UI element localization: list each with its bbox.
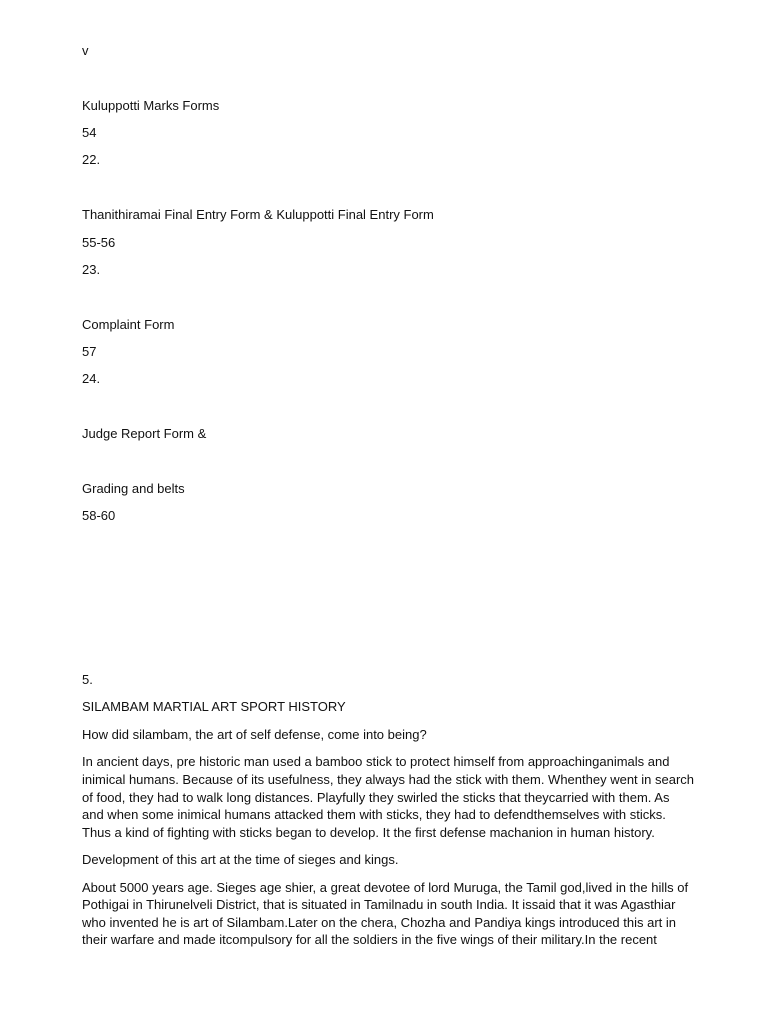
paragraph-line: In ancient days, pre historic man used a bamboo stick to protect himself from approachinganimals and: [82, 754, 670, 769]
toc-entry-number: 23.: [82, 262, 101, 277]
toc-entry-number: 22.: [82, 152, 101, 167]
toc-entry-page: 58-60: [82, 508, 116, 523]
chapter-title: SILAMBAM MARTIAL ART SPORT HISTORY: [82, 699, 346, 714]
paragraph-line: their warfare and made itcompulsory for all the soldiers in the five wings of their military.In the recent: [82, 932, 657, 947]
toc-entry-title: Complaint Form: [82, 317, 175, 332]
paragraph-line: About 5000 years age. Sieges age shier, a great devotee of lord Muruga, the Tamil god,lived in the hills of: [82, 880, 689, 895]
paragraph-line: and when some inimical humans attacked them with sticks, they had to defendthemselves with sticks.: [82, 807, 666, 822]
toc-entry-page: 55-56: [82, 235, 116, 250]
section-question: How did silambam, the art of self defense, come into being?: [82, 727, 427, 742]
toc-entry-page: 57: [82, 344, 97, 359]
toc-marker: v: [82, 43, 89, 58]
toc-entry-title-continued: Grading and belts: [82, 481, 185, 496]
paragraph-line: Pothigai in Thirunelveli District, that is situated in Tamilnadu in south India. It issaid that it was Agasthiar: [82, 897, 676, 912]
paragraph-line: who invented he is art of Silambam.Later on the chera, Chozha and Pandiya kings introduced this art in: [82, 915, 677, 930]
paragraph-line: of food, they had to walk long distances. Playfully they swirled the sticks that theycarried with them. As: [82, 790, 670, 805]
toc-entry-page: 54: [82, 125, 97, 140]
toc-entry-title: Judge Report Form &: [82, 426, 207, 441]
toc-entry-title: Kuluppotti Marks Forms: [82, 98, 220, 113]
paragraph-line: Thus a kind of fighting with sticks began to develop. It the first defense machanion in human history.: [82, 825, 655, 840]
toc-entry-number: 24.: [82, 371, 101, 386]
chapter-number: 5.: [82, 672, 93, 687]
subheading: Development of this art at the time of sieges and kings.: [82, 852, 399, 867]
toc-entry-title: Thanithiramai Final Entry Form & Kuluppotti Final Entry Form: [82, 207, 434, 222]
paragraph-line: inimical humans. Because of its usefulness, they always had the stick with them. Whenthey went in search: [82, 772, 695, 787]
